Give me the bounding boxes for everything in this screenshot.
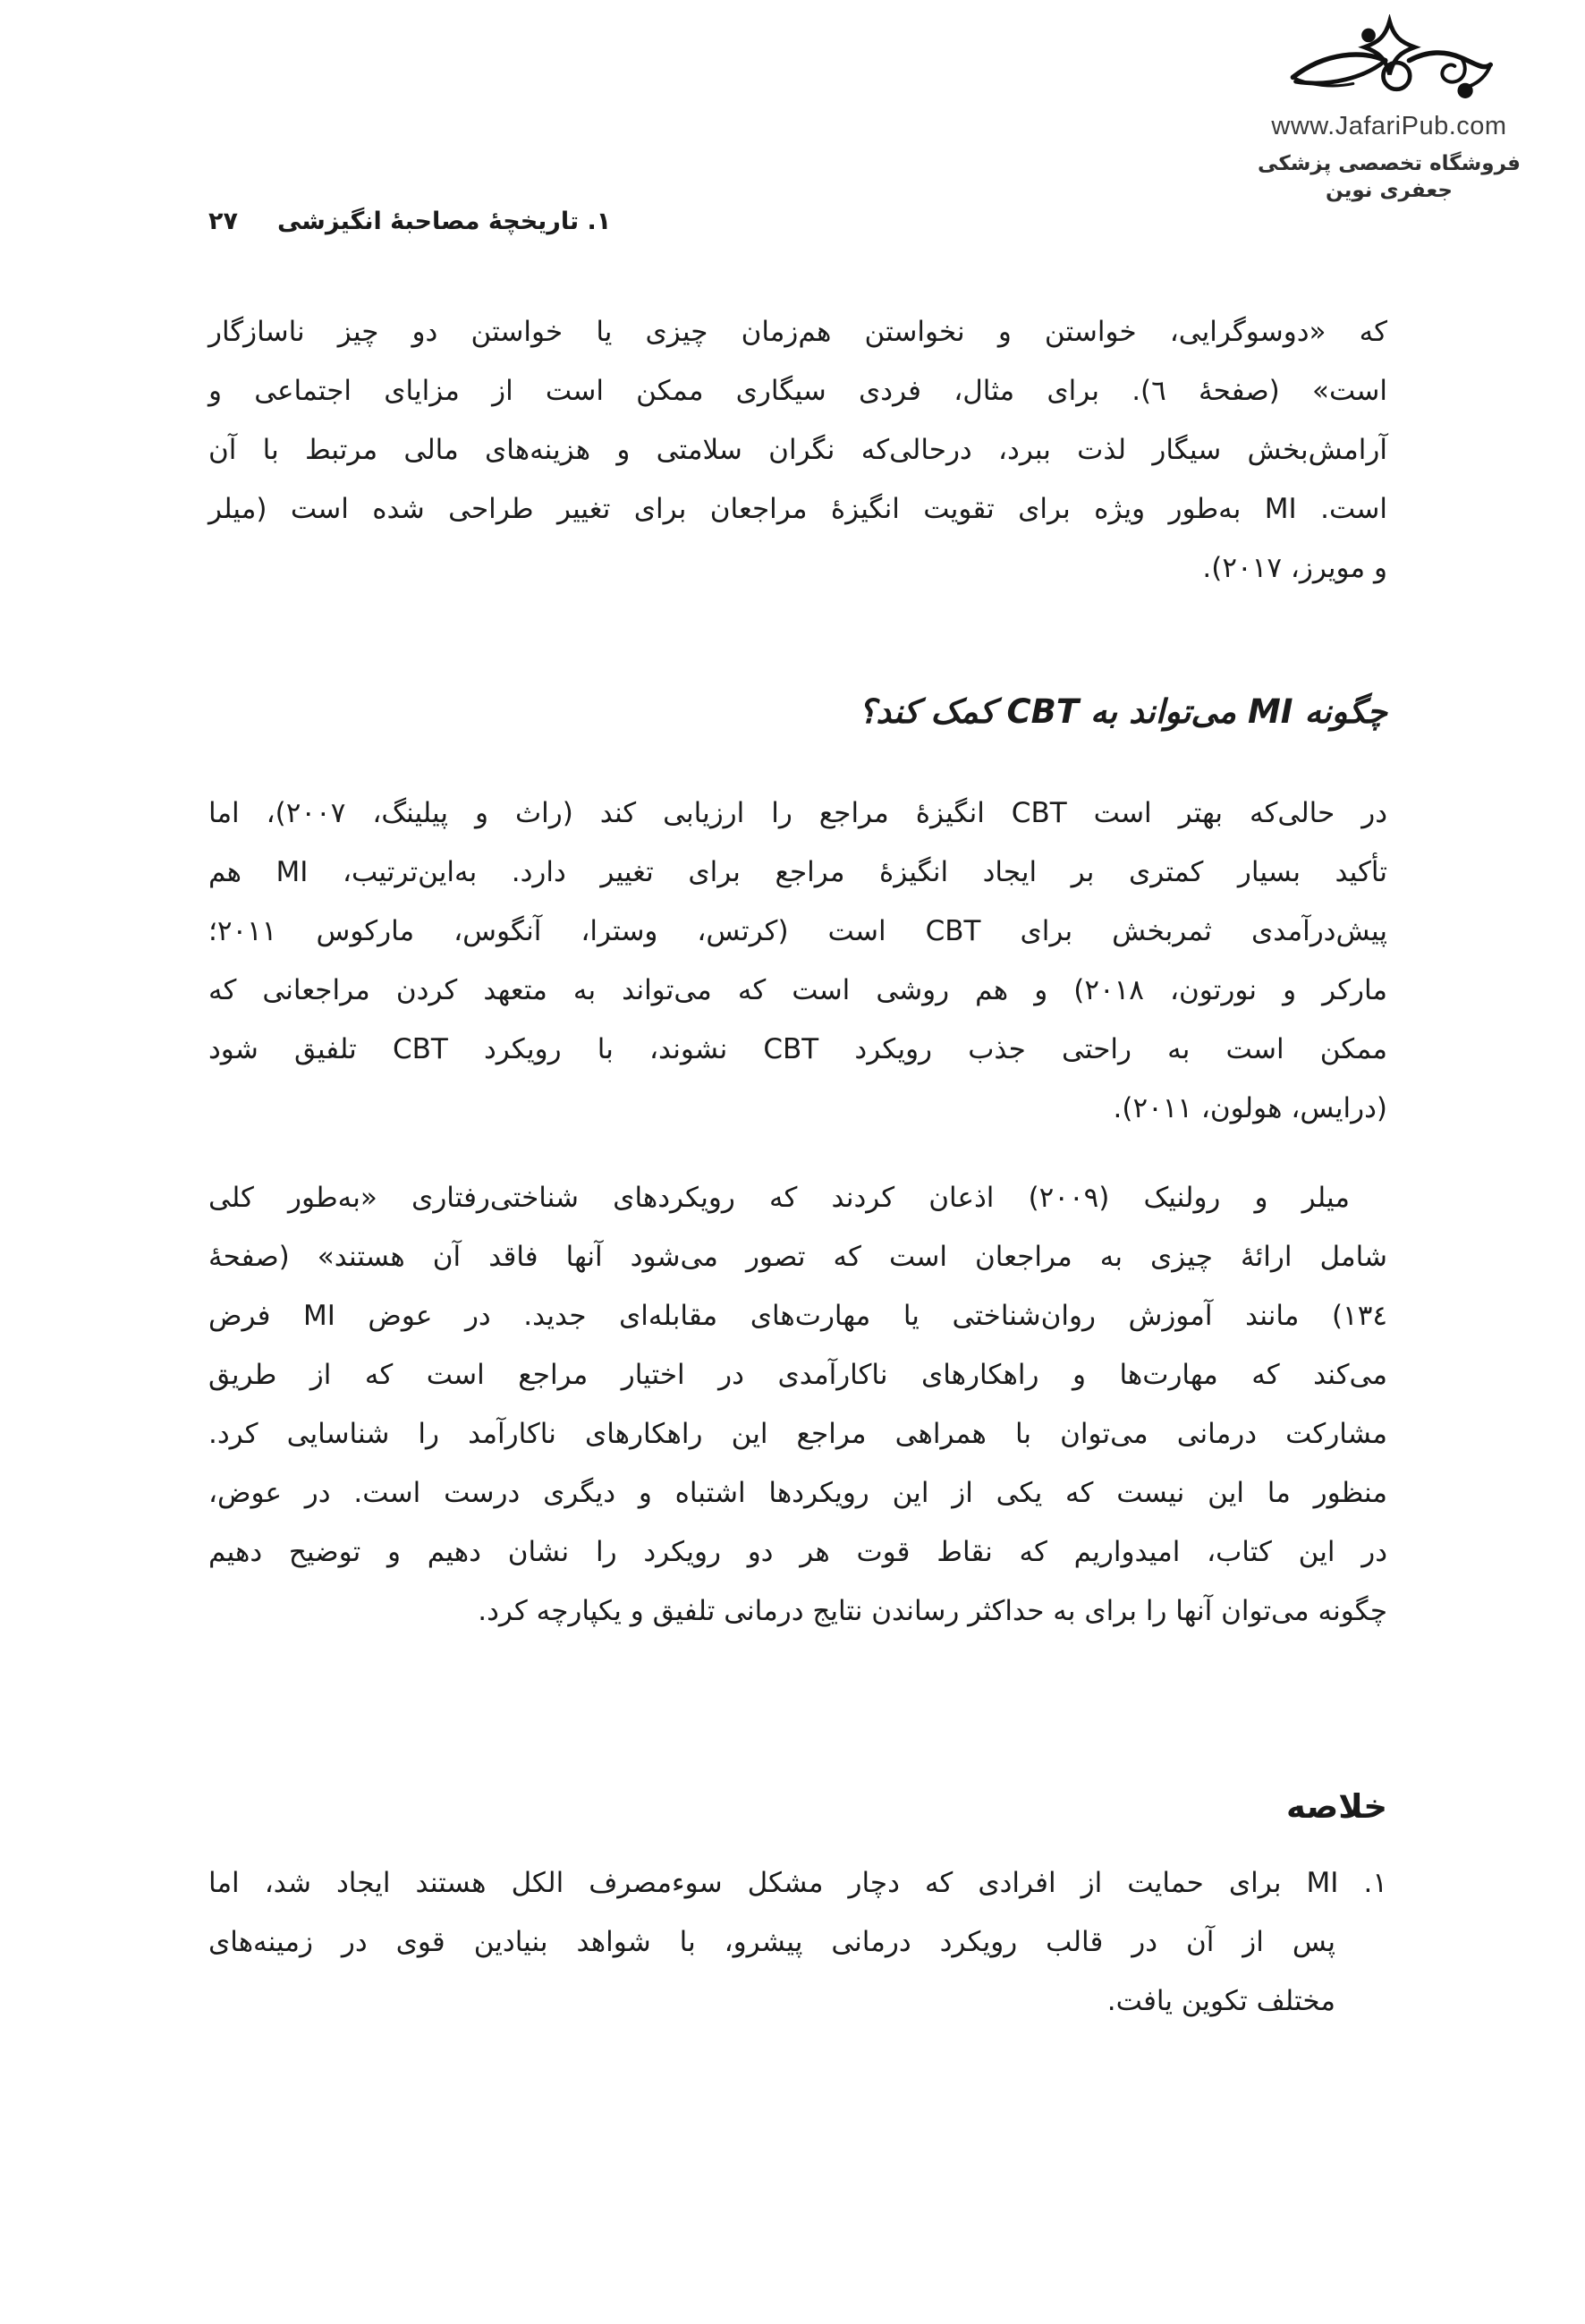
text-line: منظور ما این نیست که یکی از این رویکردها اشتباه و دیگری درست است. در عوض، — [208, 1477, 1387, 1509]
text-line: (درایس، هولون، ۲۰۱۱). — [1113, 1092, 1387, 1124]
text-line: تأکید بسیار کمتری بر ایجاد انگیزهٔ مراجع برای تغییر دارد. به‌این‌ترتیب، MI هم — [208, 856, 1387, 888]
chapter-title: ۱. تاریخچهٔ مصاحبهٔ انگیزشی — [276, 208, 612, 235]
text-line: که «دوسوگرایی، خواستن و نخواستن هم‌زمان چیزی یا خواستن دو چیز ناسازگار — [208, 316, 1387, 348]
text-line: ۱۳٤) مانند آموزش روان‌شناختی یا مهارت‌های مقابله‌ای جدید. در عوض MI فرض — [208, 1300, 1387, 1332]
text-line: چگونه می‌توان آنها را برای به حداکثر رساندن نتایج درمانی تلفیق و یکپارچه کرد. — [478, 1595, 1387, 1627]
publisher-url: www.JafariPub.com — [1271, 112, 1507, 140]
text-line: پس از آن در قالب رویکرد درمانی پیشرو، با شواهد بنیادین قوی در زمینه‌های — [208, 1926, 1335, 1958]
paragraph-miller-rollnick — [208, 1168, 1387, 1641]
paragraph-ambivalence — [208, 302, 1387, 598]
summary-list-item-1 — [208, 1853, 1387, 2031]
running-head — [208, 204, 611, 240]
section-heading-summary: خلاصه — [1286, 1787, 1387, 1826]
publisher-branding — [1233, 14, 1546, 204]
text-line: می‌کند که مهارت‌ها و راهکارهای ناکارآمدی در اختیار مراجع است که از طریق — [208, 1359, 1387, 1391]
page-number: ۲۷ — [208, 208, 238, 235]
section-heading-how-mi-helps-cbt: چگونه MI می‌تواند به CBT کمک کند؟ — [858, 692, 1387, 731]
text-line: پیش‌درآمدی ثمربخش برای CBT است (کرتس، وسترا، آنگوس، مارکوس ۲۰۱۱؛ — [208, 915, 1387, 947]
text-line: مارکر و نورتون، ۲۰۱۸) و هم روشی است که می‌تواند به متعهد کردن مراجعانی که — [208, 974, 1387, 1006]
text-line: مختلف تکوین یافت. — [1106, 1985, 1335, 2017]
text-line: آرامش‌بخش سیگار لذت ببرد، درحالی‌که نگران سلامتی و هزینه‌های مالی مرتبط با آن — [208, 434, 1387, 466]
text-line: شامل ارائهٔ چیزی به مراجعان است که تصور می‌شود آنها فاقد آن هستند» (صفحهٔ — [208, 1241, 1387, 1273]
publisher-tagline: فروشگاه تخصصی پزشکی جعفری نوین — [1258, 152, 1521, 202]
text-line: و مویرز، ۲۰۱۷). — [1202, 552, 1387, 584]
text-line: مشارکت درمانی می‌توان با همراهی مراجع این راهکارهای ناکارآمد را شناسایی کرد. — [208, 1418, 1387, 1450]
text-line: ۱. MI برای حمایت از افرادی که دچار مشکل سوءمصرف الکل هستند ایجاد شد، اما — [208, 1867, 1387, 1899]
text-line: ممکن است به راحتی جذب رویکرد CBT نشوند، با رویکرد CBT تلفیق شود — [208, 1033, 1387, 1065]
publisher-calligraphy-logo-icon — [1284, 14, 1495, 111]
text-line: در حالی‌که بهتر است CBT انگیزهٔ مراجع را ارزیابی کند (راث و پیلینگ، ۲۰۰۷)، اما — [208, 797, 1388, 829]
text-line: میلر و رولنیک (۲۰۰۹) اذعان کردند که رویکردهای شناختی‌رفتاری «به‌طور کلی — [208, 1182, 1351, 1214]
text-line: است» (صفحهٔ ٦). برای مثال، فردی سیگاری ممکن است از مزایای اجتماعی و — [208, 375, 1387, 407]
text-line: است. MI به‌طور ویژه برای تقویت انگیزهٔ مراجعان برای تغییر طراحی شده است (میلر — [208, 493, 1387, 525]
text-line: در این کتاب، امیدواریم که نقاط قوت هر دو رویکرد را نشان دهیم و توضیح دهیم — [208, 1536, 1387, 1568]
paragraph-mi-and-cbt — [208, 784, 1387, 1138]
